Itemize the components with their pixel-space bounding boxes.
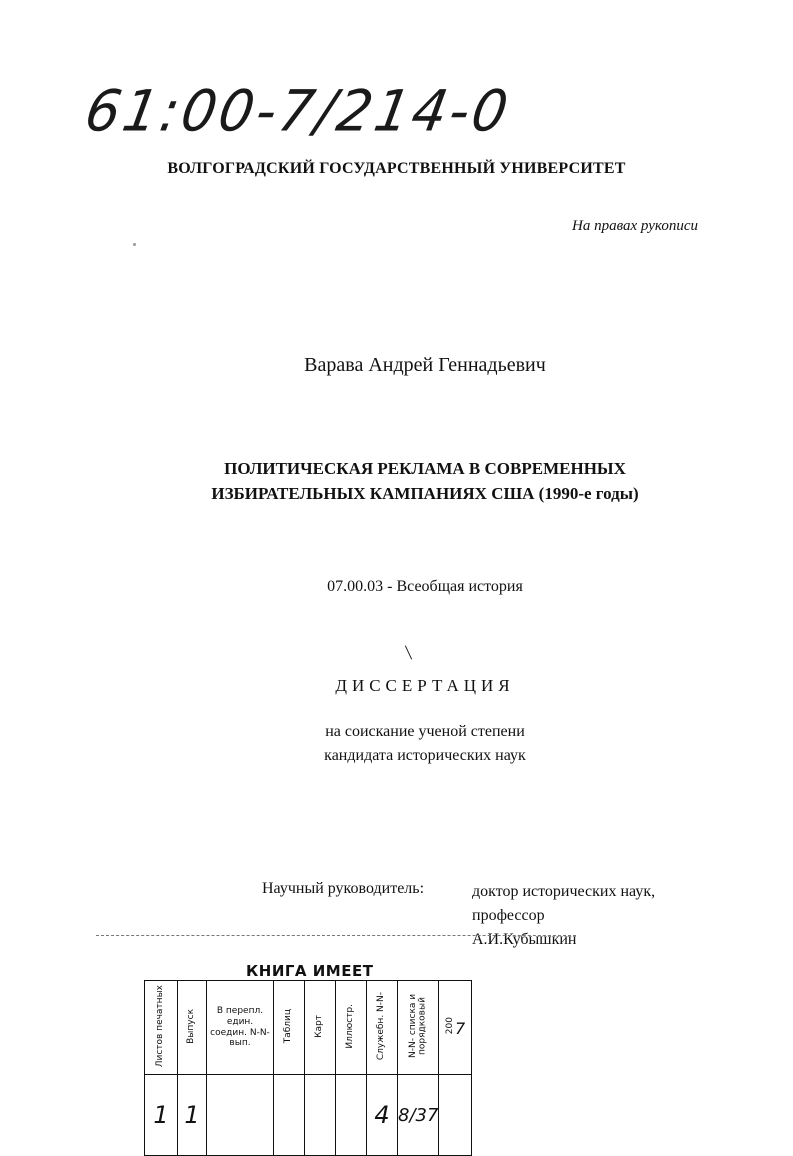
document-type: ДИССЕРТАЦИЯ [335,676,515,695]
stamp-value-tables [274,1075,305,1156]
degree-line-1: на соискание ученой степени [325,723,525,740]
stamp-values-row [145,1075,472,1156]
title-line-1: ПОЛИТИЧЕСКАЯ РЕКЛАМА В СОВРЕМЕННЫХ [224,459,626,478]
supervisor-degree: доктор исторических наук, [472,883,656,900]
stamp-value-issue: 1 [178,1075,207,1156]
stamp-col-service: Служебн. N-N- [367,981,398,1075]
supervisor-rank: профессор [472,907,545,924]
stamp-value-year [439,1075,472,1156]
stamp-value-service: 4 [367,1075,398,1156]
author-name: Варава Андрей Геннадьевич [304,354,546,376]
stamp-col-year: 2007 [439,981,472,1075]
stamp-col-issue: Выпуск [178,981,207,1075]
degree-statement [0,720,793,768]
supervisor-name: А.И.Кубышкин [472,931,577,948]
handwritten-archive-code: 61:00-7/214-0 [80,78,516,145]
dashed-separator [96,935,576,936]
degree-line-2: кандидата исторических наук [324,747,526,764]
specialty: 07.00.03 - Всеобщая история [327,578,523,595]
stamp-col-binding: В перепл. един. соедин. N-N- вып. [207,981,274,1075]
stamp-value-maps [305,1075,336,1156]
rights-note: На правах рукописи [572,218,698,234]
stamp-value-illustrations [336,1075,367,1156]
supervisor-label: Научный руководитель: [262,880,425,897]
stamp-col-tables: Таблиц [274,981,305,1075]
library-stamp-table [144,980,472,1156]
stamp-col-illustrations: Иллюстр. [336,981,367,1075]
stamp-value-list: 8/37 [398,1075,439,1156]
pen-mark [405,645,412,659]
stamp-year-handwritten: 7 [455,1019,466,1039]
supervisor-details [472,880,655,952]
scan-speck [133,243,136,246]
stamp-col-maps: Карт [305,981,336,1075]
title-line-2: ИЗБИРАТЕЛЬНЫХ КАМПАНИЯХ США (1990-е годы) [211,484,639,503]
stamp-header-row [145,981,472,1075]
stamp-col-sheets: Листов печатных [145,981,178,1075]
stamp-value-sheets: 1 [145,1075,178,1156]
stamp-value-binding [207,1075,274,1156]
stamp-col-list: N-N- списка и порядковый [398,981,439,1075]
dissertation-title [0,456,793,506]
university-name: ВОЛГОГРАДСКИЙ ГОСУДАРСТВЕННЫЙ УНИВЕРСИТЕТ [167,160,626,177]
stamp-title: КНИГА ИМЕЕТ [246,962,374,980]
